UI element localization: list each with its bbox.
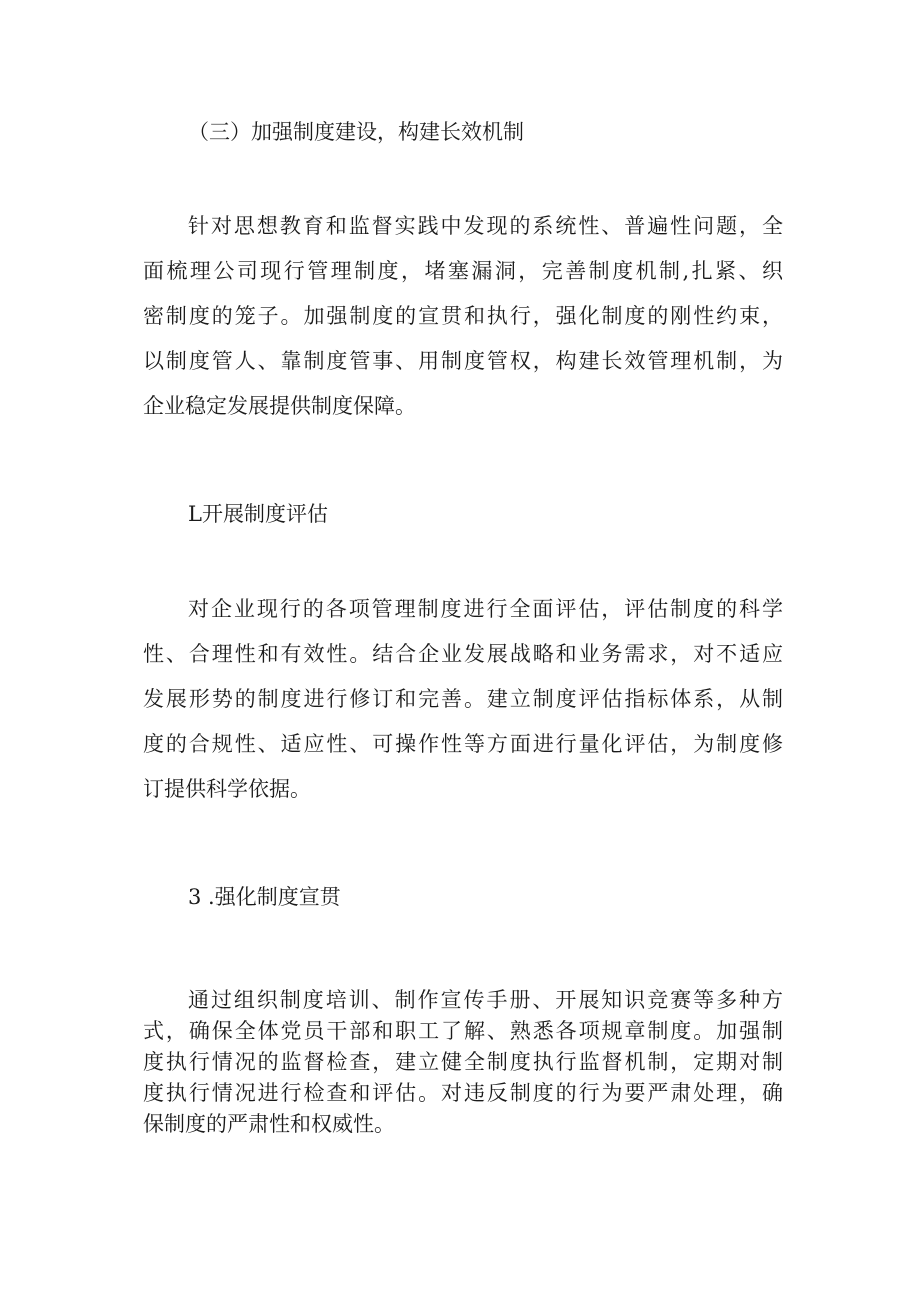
paragraph-line: 企业稳定发展提供制度保障。 — [143, 394, 416, 418]
subsection-heading: L开展制度评估 — [188, 502, 328, 526]
subsection-heading: 3 .强化制度宣贯 — [188, 885, 341, 909]
paragraph-line: 性、合理性和有效性。结合企业发展战略和业务需求，对不适应 — [143, 642, 783, 666]
paragraph-line: 密制度的笼子。加强制度的宣贯和执行，强化制度的刚性约束， — [143, 304, 783, 328]
paragraph-line: 度执行情况进行检查和评估。对违反制度的行为要严肃处理，确 — [143, 1081, 783, 1105]
paragraph-line: 式，确保全体党员干部和职工了解、熟悉各项规章制度。加强制 — [143, 1019, 783, 1043]
paragraph-line: 针对思想教育和监督实践中发现的系统性、普遍性问题，全 — [188, 214, 783, 238]
paragraph-line: 度执行情况的监督检查，建立健全制度执行监督机制，定期对制 — [143, 1050, 783, 1074]
paragraph-line: 度的合规性、适应性、可操作性等方面进行量化评估，为制度修 — [143, 732, 783, 756]
paragraph-line: 保制度的严肃性和权威性。 — [143, 1112, 395, 1136]
paragraph-line: 以制度管人、靠制度管事、用制度管权，构建长效管理机制，为 — [143, 349, 783, 373]
paragraph-line: 发展形势的制度进行修订和完善。建立制度评估指标体系，从制 — [143, 687, 783, 711]
section-heading: （三）加强制度建设，构建长效机制 — [188, 120, 524, 144]
section-paragraph — [143, 204, 783, 429]
paragraph-line: 面梳理公司现行管理制度，堵塞漏洞，完善制度机制,扎紧、织 — [143, 259, 783, 283]
subsection-paragraph — [143, 587, 783, 812]
paragraph-line: 对企业现行的各项管理制度进行全面评估，评估制度的科学 — [188, 597, 783, 621]
subsection-paragraph — [143, 985, 783, 1140]
paragraph-line: 订提供科学依据。 — [143, 777, 311, 801]
paragraph-line: 通过组织制度培训、制作宣传手册、开展知识竞赛等多种方 — [188, 988, 783, 1012]
